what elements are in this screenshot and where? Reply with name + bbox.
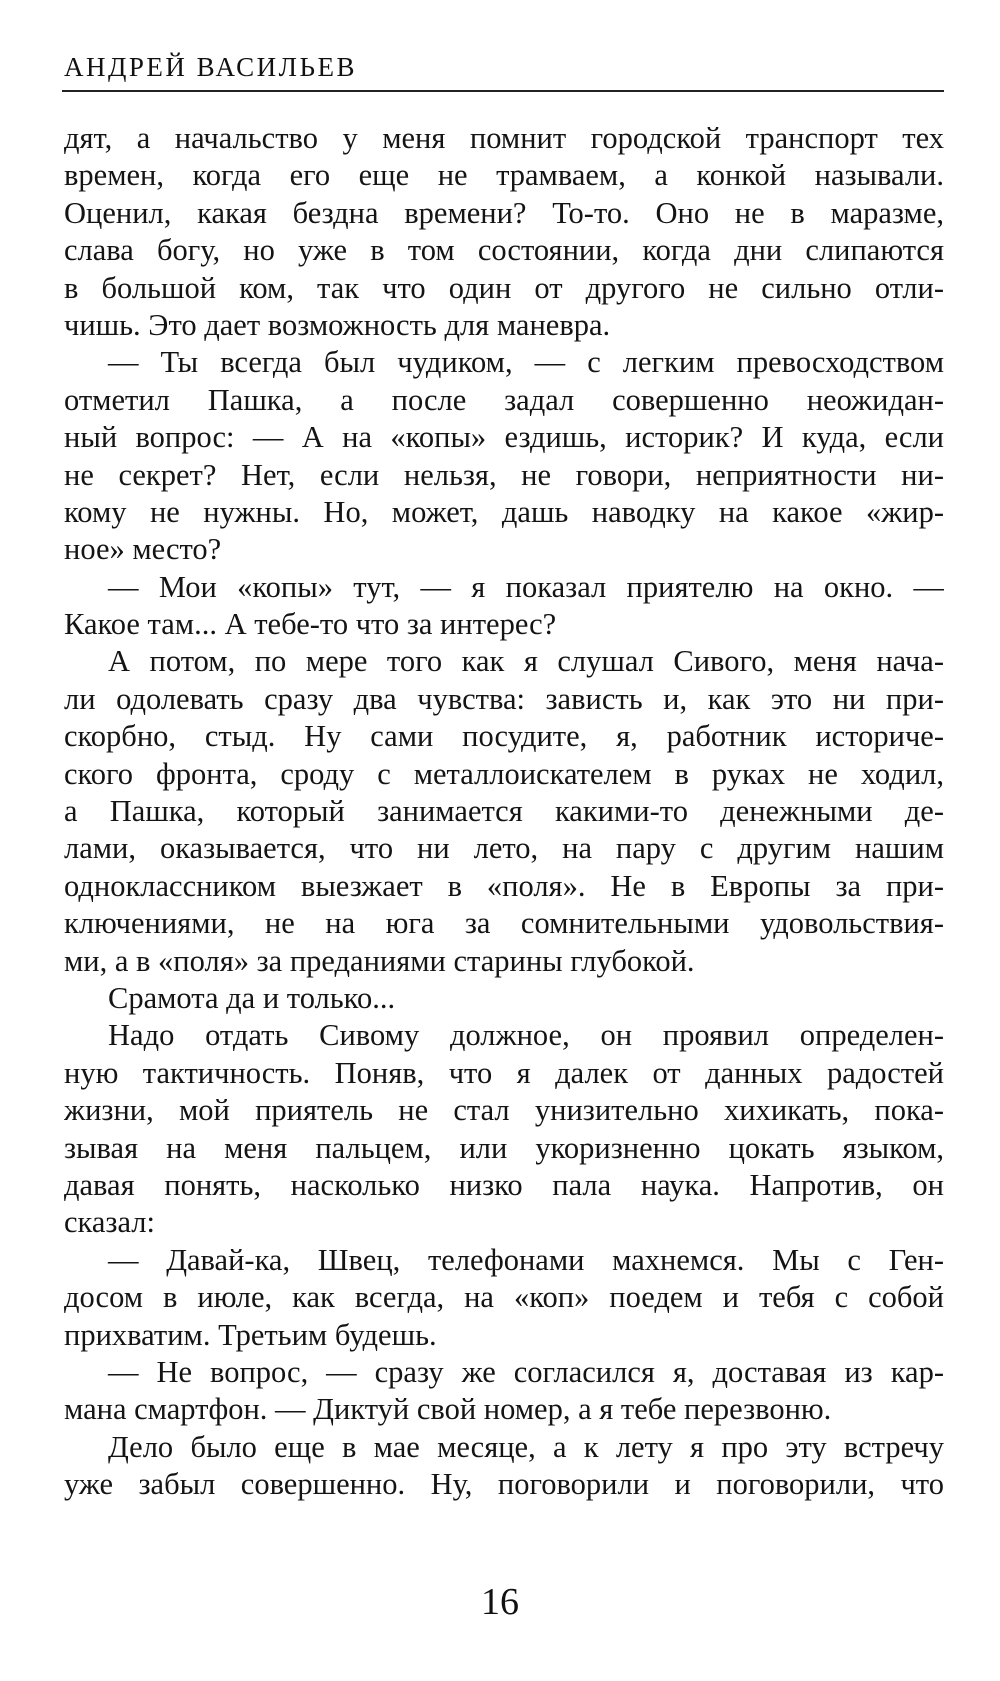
text-line: сказал: — [64, 1205, 155, 1240]
text-line: дят, а начальство у меня помнит городской транспорт тех — [64, 121, 944, 155]
text-line: отметил Пашка, а после задал совершенно неожидан- — [64, 382, 944, 417]
text-line: одноклассником выезжает в «поля». Не в Европы за при- — [64, 868, 944, 903]
text-line: скорбно, стыд. Ну сами посудите, я, работник историче- — [64, 719, 944, 754]
text-line: ное» место? — [64, 532, 222, 567]
header-rule — [62, 90, 944, 92]
text-line: а Пашка, который занимается какими-то денежными де- — [64, 794, 944, 829]
text-line: слава богу, но уже в том состоянии, когда дни слипаются — [64, 233, 944, 268]
text-line: — Мои «копы» тут, — я показал приятелю на окно. — — [108, 569, 944, 604]
text-line: жизни, мой приятель не стал унизительно хихикать, пока- — [64, 1093, 944, 1128]
text-line: давая понять, насколько низко пала наука. Напротив, он — [64, 1167, 944, 1202]
text-line: ную тактичность. Поняв, что я далек от данных радостей — [64, 1055, 944, 1090]
text-line: — Давай-ка, Швец, телефонами махнемся. Мы с Ген- — [108, 1242, 944, 1277]
text-line: Надо отдать Сивому должное, он проявил определен- — [108, 1018, 944, 1053]
text-line: не секрет? Нет, если нельзя, не говори, неприятности ни- — [64, 457, 944, 492]
text-line: в большой ком, так что один от другого не сильно отли- — [64, 270, 944, 305]
text-line: мана смартфон. — Диктуй свой номер, а я тебе перезвоню. — [64, 1392, 832, 1427]
text-line: ского фронта, сроду с металлоискателем в руках не ходил, — [64, 756, 944, 791]
text-line: ный вопрос: — А на «копы» ездишь, историк? И куда, если — [64, 420, 944, 455]
text-line: прихватим. Третьим будешь. — [64, 1317, 437, 1352]
running-head: АНДРЕЙ ВАСИЛЬЕВ — [64, 52, 357, 82]
text-line: зывая на меня пальцем, или укоризненно цокать языком, — [64, 1130, 944, 1165]
text-line: лами, оказывается, что ни лето, на пару с другим нашим — [64, 831, 944, 866]
text-line: Срамота да и только... — [108, 980, 396, 1015]
text-line: ли одолевать сразу два чувства: зависть и, как это ни при- — [64, 681, 944, 716]
text-line: досом в июле, как всегда, на «коп» поедем и тебя с собой — [64, 1280, 944, 1315]
body-text — [64, 120, 944, 1503]
text-line: кому не нужны. Но, может, дашь наводку на какое «жир- — [64, 494, 944, 529]
text-line: Какое там... А тебе-то что за интерес? — [64, 607, 557, 642]
text-line: Оценил, какая бездна времени? То-то. Оно не в маразме, — [64, 195, 944, 230]
text-line: уже забыл совершенно. Ну, поговорили и поговорили, что — [64, 1467, 944, 1502]
text-line: чишь. Это дает возможность для маневра. — [64, 307, 611, 342]
text-line: — Не вопрос, — сразу же согласился я, доставая из кар- — [108, 1354, 944, 1389]
page-number: 16 — [481, 1581, 519, 1623]
text-line: — Ты всегда был чудиком, — с легким превосходством — [108, 345, 944, 380]
text-line: Дело было еще в мае месяце, а к лету я про эту встречу — [108, 1429, 944, 1464]
text-line: А потом, по мере того как я слушал Сивого, меня нача- — [108, 644, 944, 679]
text-line: ми, а в «поля» за преданиями старины глубокой. — [64, 943, 695, 978]
text-line: времен, когда его еще не трамваем, а конкой называли. — [64, 158, 944, 193]
text-line: ключениями, не на юга за сомнительными удовольствия- — [64, 906, 944, 941]
